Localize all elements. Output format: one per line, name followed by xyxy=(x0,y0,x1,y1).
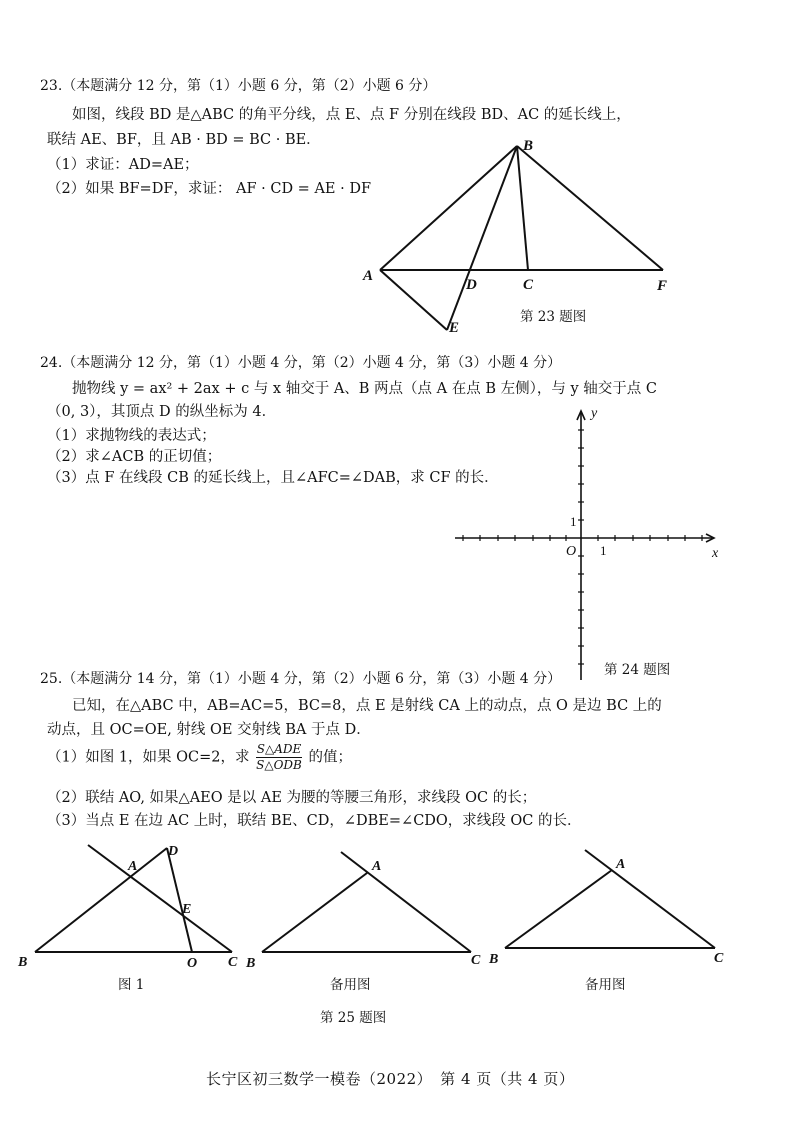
q25-part2: （2）联结 AO, 如果△AEO 是以 AE 为腰的等腰三角形，求线段 OC 的长； xyxy=(47,790,537,806)
q25-intro-line2: 动点，且 OC=OE, 射线 OE 交射线 BA 于点 D． xyxy=(47,722,371,738)
label-B: B xyxy=(523,138,534,154)
fraction-numerator: S△ADE xyxy=(256,742,302,756)
q23-intro-line1: 如图，线段 BD 是△ABC 的角平分线，点 E、点 F 分别在线段 BD、AC 的延长线上， xyxy=(72,107,631,123)
q25-part3: （3）当点 E 在边 AC 上时，联结 BE、CD，∠DBE=∠CDO，求线段 OC 的长． xyxy=(47,813,582,829)
fraction-denominator: S△ODB xyxy=(256,758,302,772)
fig1-label-D: D xyxy=(168,844,179,859)
q23-header: 23.（本题满分 12 分，第（1）小题 6 分，第（2）小题 6 分） xyxy=(40,78,437,94)
q23-part1: （1）求证：AD=AE； xyxy=(47,157,199,173)
q25-spare-caption-2: 备用图 xyxy=(585,977,626,993)
fig1-label-B: B xyxy=(18,955,28,970)
fig1-label-C: C xyxy=(228,955,238,970)
label-C: C xyxy=(523,277,534,293)
q24-part2: （2）求∠ACB 的正切值； xyxy=(47,449,222,465)
q25-fig1-caption: 图 1 xyxy=(118,977,145,993)
q25-header: 25.（本题满分 14 分，第（1）小题 4 分，第（2）小题 6 分，第（3）小题 4 分） xyxy=(40,671,562,687)
q25-spare-figure-1 xyxy=(262,852,471,952)
q25-part1-prefix: （1）如图 1，如果 OC=2，求 xyxy=(47,749,250,766)
q24-intro-line2: （0, 3），其顶点 D 的纵坐标为 4． xyxy=(47,404,277,420)
fig1-label-A: A xyxy=(128,859,138,874)
spare2-label-C: C xyxy=(714,951,724,966)
x-axis-label: x xyxy=(712,546,719,561)
q24-intro-line1: 抛物线 y = ax² + 2ax + c 与 x 轴交于 A、B 两点（点 A 在点 B 左侧），与 y 轴交于点 C xyxy=(72,381,657,397)
spare2-label-A: A xyxy=(616,857,626,872)
q23-intro-line2: 联结 AE、BF，且 AB · BD = BC · BE． xyxy=(47,132,321,148)
y-tick-label: 1 xyxy=(570,514,577,529)
q23-caption: 第 23 题图 xyxy=(520,309,587,325)
q25-caption: 第 25 题图 xyxy=(320,1010,387,1026)
q23-part2: （2）如果 BF=DF，求证： AF · CD = AE · DF xyxy=(47,181,372,197)
q25-spare-figure-2 xyxy=(505,850,715,948)
q25-spare-caption-1: 备用图 xyxy=(330,977,371,993)
fig1-label-O: O xyxy=(187,956,198,971)
spare1-label-B: B xyxy=(246,956,256,971)
fig1-ray-BA xyxy=(35,848,167,952)
label-D: D xyxy=(466,277,477,293)
label-F: F xyxy=(657,278,668,294)
y-axis-label: y xyxy=(591,406,598,421)
spare1-label-A: A xyxy=(372,859,382,874)
q24-caption: 第 24 题图 xyxy=(604,662,671,678)
fig1-segment-OD xyxy=(167,848,192,952)
q24-part3: （3）点 F 在线段 CB 的延长线上，且∠AFC=∠DAB，求 CF 的长． xyxy=(47,470,499,486)
q25-part1-suffix: 的值； xyxy=(308,749,352,766)
spare1-label-C: C xyxy=(471,953,481,968)
q24-part1: （1）求抛物线的表达式； xyxy=(47,428,216,444)
origin-label: O xyxy=(566,544,577,559)
fig1-label-E: E xyxy=(182,902,192,917)
q24-header: 24.（本题满分 12 分，第（1）小题 4 分，第（2）小题 4 分，第（3）小题 4 分） xyxy=(40,355,562,371)
fig1-ray-CA xyxy=(88,845,232,952)
q25-intro-line1: 已知，在△ABC 中，AB=AC=5，BC=8，点 E 是射线 CA 上的动点，点 O 是边 BC 上的 xyxy=(72,698,662,714)
page-footer: 长宁区初三数学一模卷（2022） 第 4 页（共 4 页） xyxy=(206,1070,575,1088)
x-tick-label: 1 xyxy=(600,543,607,558)
spare2-label-B: B xyxy=(489,952,499,967)
label-A: A xyxy=(363,268,374,284)
label-E: E xyxy=(449,320,460,336)
